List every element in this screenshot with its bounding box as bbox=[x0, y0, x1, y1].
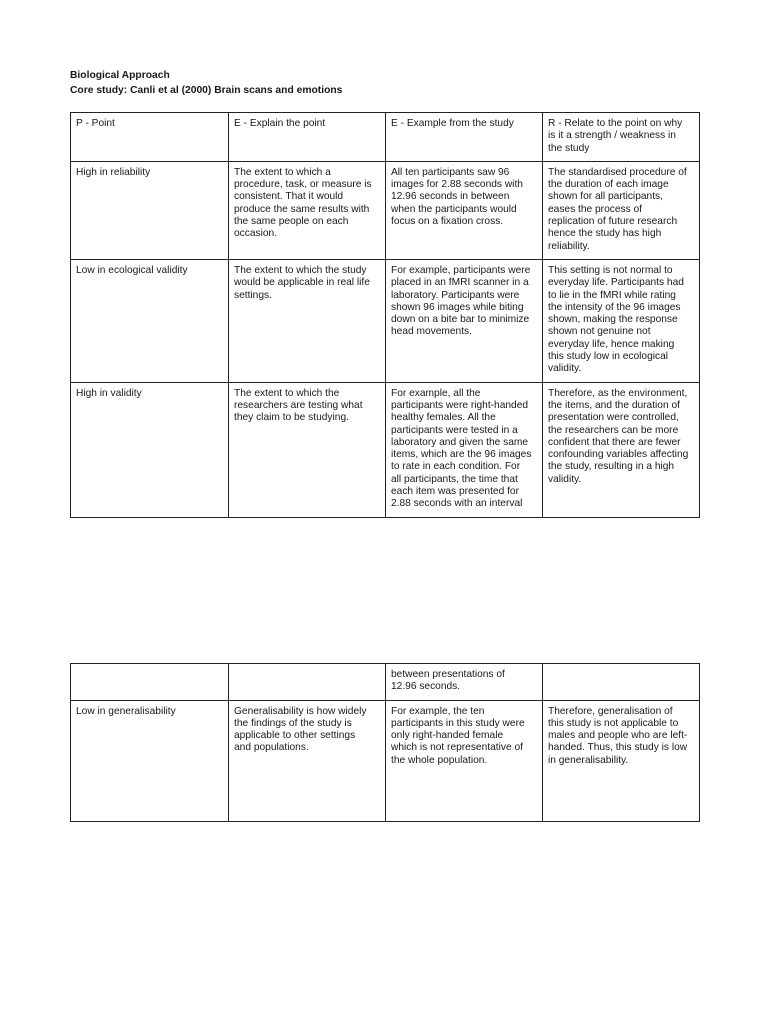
explain-cell: Generalisability is how widely the findings of the study is applicable to other settings and populations. bbox=[229, 700, 386, 821]
table-row bbox=[71, 664, 700, 701]
example-cell: All ten participants saw 96 images for 2.88 seconds with 12.96 seconds in between when the participants would focus on a fixation cross. bbox=[386, 161, 543, 259]
header-relate: R - Relate to the point on why is it a strength / weakness in the study bbox=[543, 113, 700, 162]
point-cell: Low in generalisability bbox=[71, 700, 229, 821]
point-cell: High in reliability bbox=[71, 161, 229, 259]
explain-cell: The extent to which the researchers are testing what they claim to be studying. bbox=[229, 382, 386, 517]
approach-title: Biological Approach bbox=[70, 70, 170, 81]
table-row bbox=[71, 700, 700, 821]
relate-cell: Therefore, generalisation of this study is not applicable to males and people who are left- handed. Thus, this study is low in generalisability. bbox=[543, 700, 700, 821]
example-cell: between presentations of 12.96 seconds. bbox=[386, 664, 543, 701]
explain-cell: The extent to which a procedure, task, or measure is consistent. That it would produce the same results with the same people on each occasion. bbox=[229, 161, 386, 259]
relate-cell: Therefore, as the environment, the items, and the duration of presentation were controlled, the researchers can be more confident that there are fewer confounding variables affecting the study, resulting in a high validity. bbox=[543, 382, 700, 517]
point-cell bbox=[71, 664, 229, 701]
pe-er-table-continued bbox=[70, 663, 700, 822]
point-cell: High in validity bbox=[71, 382, 229, 517]
header-point: P - Point bbox=[71, 113, 229, 162]
table-row bbox=[71, 382, 700, 517]
explain-cell: The extent to which the study would be applicable in real life settings. bbox=[229, 259, 386, 382]
table-header-row bbox=[71, 113, 700, 162]
pe-er-table bbox=[70, 112, 700, 518]
table-row bbox=[71, 161, 700, 259]
point-cell: Low in ecological validity bbox=[71, 259, 229, 382]
relate-cell bbox=[543, 664, 700, 701]
explain-cell bbox=[229, 664, 386, 701]
example-cell: For example, the ten participants in this study were only right-handed female which is not representative of the whole population. bbox=[386, 700, 543, 821]
example-cell: For example, all the participants were right-handed healthy females. All the participants were tested in a laboratory and given the same items, which are the 96 images to rate in each condition. For all participants, the time that each item was presented for 2.88 seconds with an interval bbox=[386, 382, 543, 517]
header-explain: E - Explain the point bbox=[229, 113, 386, 162]
document-heading bbox=[70, 69, 342, 98]
core-study-title: Core study: Canli et al (2000) Brain scans and emotions bbox=[70, 84, 343, 96]
header-example: E - Example from the study bbox=[386, 113, 543, 162]
table-row bbox=[71, 259, 700, 382]
relate-cell: The standardised procedure of the duration of each image shown for all participants, eases the process of replication of future research hence the study has high reliability. bbox=[543, 161, 700, 259]
example-cell: For example, participants were placed in an fMRI scanner in a laboratory. Participants were shown 96 images while biting down on a bite bar to minimize head movements. bbox=[386, 259, 543, 382]
relate-cell: This setting is not normal to everyday life. Participants had to lie in the fMRI while rating the intensity of the 96 images shown, making the response shown not genuine not everyday life, hence making this study low in ecological validity. bbox=[543, 259, 700, 382]
